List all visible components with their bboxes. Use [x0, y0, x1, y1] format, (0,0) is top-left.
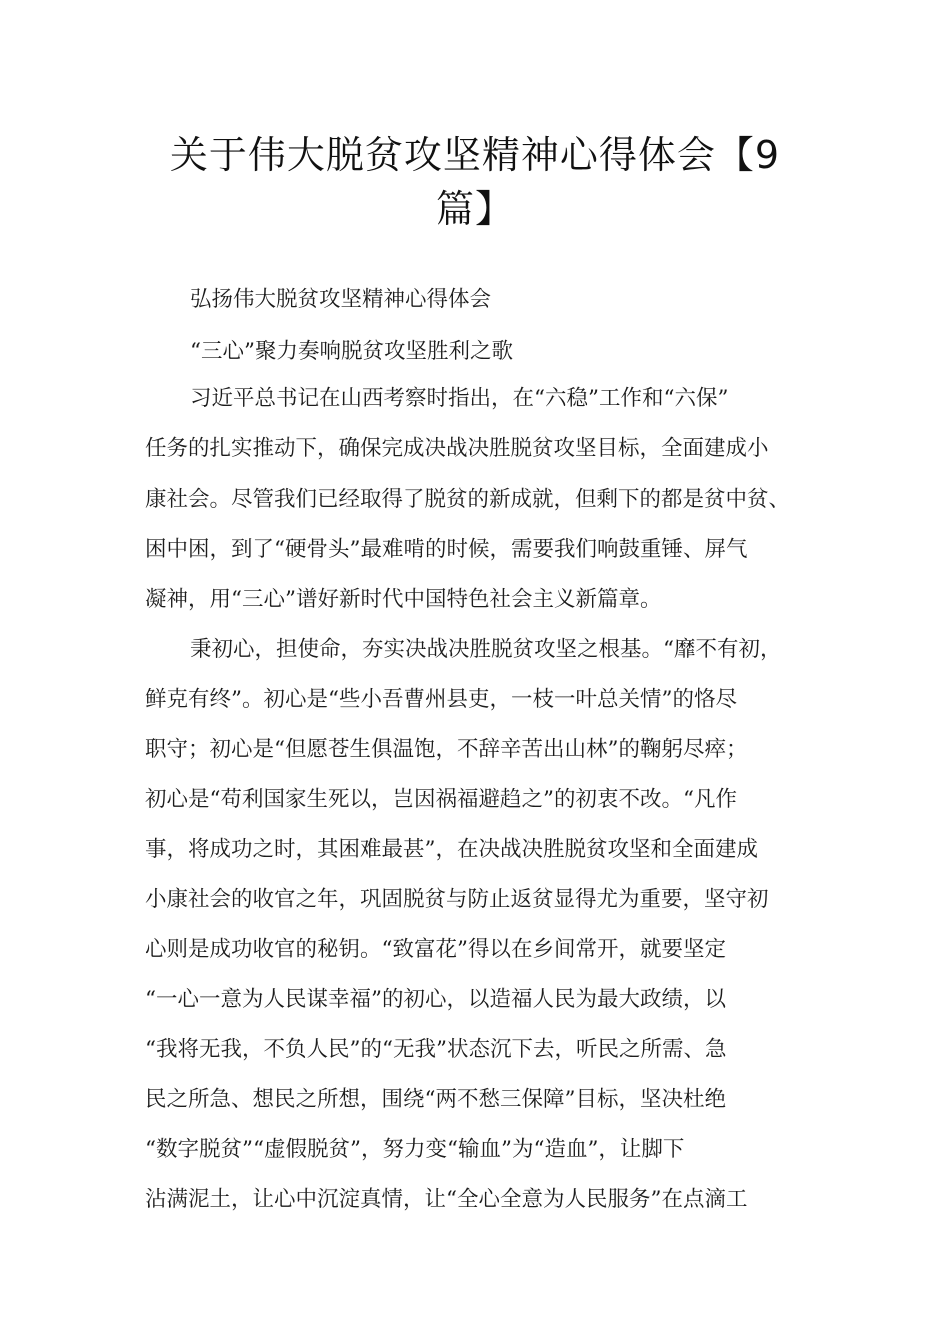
paragraph-line: “一心一意为人民谋幸福”的初心，以造福人民为最大政绩，以	[145, 987, 726, 1012]
paragraph-line: “我将无我，不负人民”的“无我”状态沉下去，听民之所需、急	[145, 1037, 727, 1062]
paragraph-line: 民之所急、想民之所想，围绕“两不愁三保障”目标，坚决杜绝	[145, 1087, 726, 1112]
paragraph-line: 困中困，到了“硬骨头”最难啃的时候，需要我们响鼓重锤、屏气	[145, 537, 748, 562]
paragraph-line: 凝神，用“三心”谱好新时代中国特色社会主义新篇章。	[145, 587, 662, 612]
subtitle-1: 弘扬伟大脱贫攻坚精神心得体会	[190, 287, 492, 312]
paragraph-line: 任务的扎实推动下，确保完成决战决胜脱贫攻坚目标，全面建成小	[145, 436, 769, 461]
paragraph-line: 秉初心，担使命，夯实决战决胜脱贫攻坚之根基。“靡不有初，	[190, 637, 782, 662]
paragraph-line: 心则是成功收官的秘钥。“致富花”得以在乡间常开，就要坚定	[145, 937, 726, 962]
paragraph-line: 鲜克有终”。初心是“些小吾曹州县吏，一枝一叶总关情”的恪尽	[145, 687, 737, 712]
document-title-line-2: 篇】	[435, 187, 514, 231]
paragraph-line: “数字脱贫”“虚假脱贫”，努力变“输血”为“造血”，让脚下	[145, 1137, 685, 1162]
paragraph-line: 康社会。尽管我们已经取得了脱贫的新成就，但剩下的都是贫中贫、	[145, 487, 791, 512]
paragraph-line: 习近平总书记在山西考察时指出，在“六稳”工作和“六保”	[190, 386, 729, 411]
paragraph-line: 初心是“苟利国家生死以，岂因祸福避趋之”的初衷不改。“凡作	[145, 787, 737, 812]
paragraph-line: 小康社会的收官之年，巩固脱贫与防止返贫显得尤为重要，坚守初	[145, 887, 769, 912]
subtitle-2: “三心”聚力奏响脱贫攻坚胜利之歌	[190, 339, 513, 364]
paragraph-line: 职守；初心是“但愿苍生俱温饱，不辞辛苦出山林”的鞠躬尽瘁；	[145, 737, 748, 762]
paragraph-line: 事，将成功之时，其困难最甚”，在决战决胜脱贫攻坚和全面建成	[145, 837, 758, 862]
document-title-line-1: 关于伟大脱贫攻坚精神心得体会【9	[169, 133, 781, 177]
paragraph-line: 沾满泥土，让心中沉淀真情，让“全心全意为人民服务”在点滴工	[145, 1187, 748, 1212]
